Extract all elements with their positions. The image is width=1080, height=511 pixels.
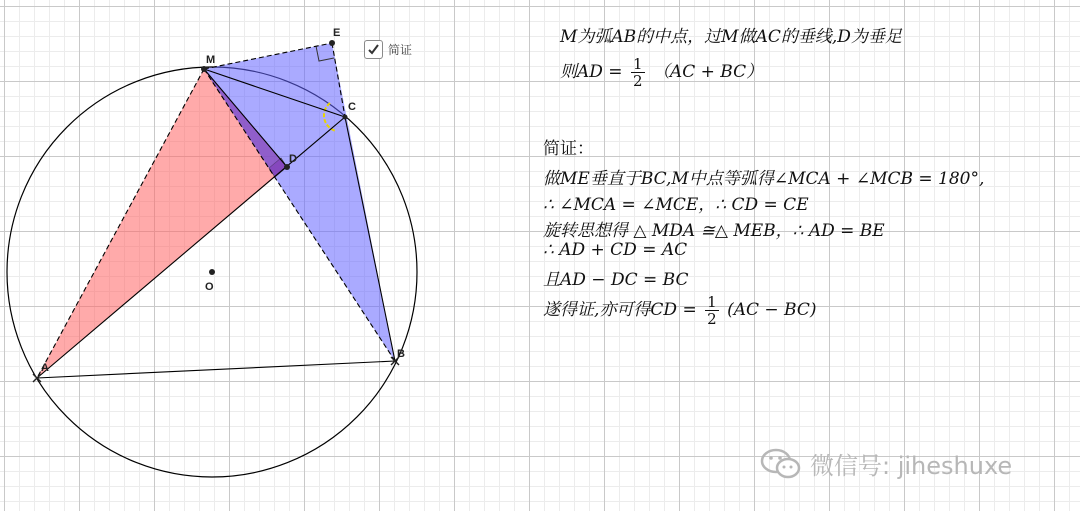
proof-line-2: ∴ ∠MCA = ∠MCE，∴ CD = CE [543, 195, 809, 215]
fraction-denominator-2: 2 [707, 310, 717, 328]
proof-line-4: ∴ AD + CD = AC [543, 240, 688, 260]
fraction-half-2 [705, 294, 719, 327]
proof-toggle[interactable] [364, 40, 412, 59]
proof-line-3: 旋转思想得 △ MDA ≅△ MEB，∴ AD = BE [543, 221, 885, 241]
label-B: B [397, 348, 405, 360]
statement-line-2-suffix: （AC + BC） [652, 62, 764, 82]
point-M[interactable] [201, 66, 207, 72]
fraction-numerator: 1 [632, 55, 643, 73]
checkbox-label: 简证 [388, 43, 413, 57]
watermark [760, 446, 1012, 481]
proof-line-6 [543, 294, 816, 327]
fraction-denominator: 2 [632, 72, 643, 90]
label-E: E [333, 27, 341, 39]
point-E[interactable] [329, 40, 335, 46]
label-C: C [348, 101, 356, 113]
label-O: O [205, 281, 214, 293]
point-O[interactable] [209, 269, 215, 275]
segment-AB [37, 361, 395, 378]
fraction-half [631, 56, 645, 89]
proof-line-6-prefix: 遂得证,亦可得CD = [543, 300, 697, 320]
proof-line-5: 且AD − DC = BC [543, 270, 689, 290]
statement-line-1: M为弧AB的中点，过M做AC的垂线,D为垂足 [560, 27, 902, 47]
watermark-text: 微信号: jiheshuxe [810, 452, 1013, 480]
proof-title: 简证： [543, 139, 594, 159]
label-M: M [206, 54, 216, 66]
label-A: A [41, 362, 49, 374]
proof-line-1: 做ME垂直于BC,M中点等弧得∠MCA + ∠MCB = 180°, [543, 169, 985, 189]
fraction-numerator-2: 1 [707, 293, 717, 311]
proof-line-6-suffix: (AC − BC) [727, 300, 817, 320]
statement-line-2-prefix: 则AD = [560, 62, 623, 82]
label-D: D [289, 153, 297, 165]
wechat-icon [760, 447, 802, 481]
statement-line-2 [560, 56, 763, 89]
point-C[interactable] [343, 115, 348, 120]
proof-checkbox[interactable] [364, 40, 383, 59]
check-icon [367, 43, 380, 56]
